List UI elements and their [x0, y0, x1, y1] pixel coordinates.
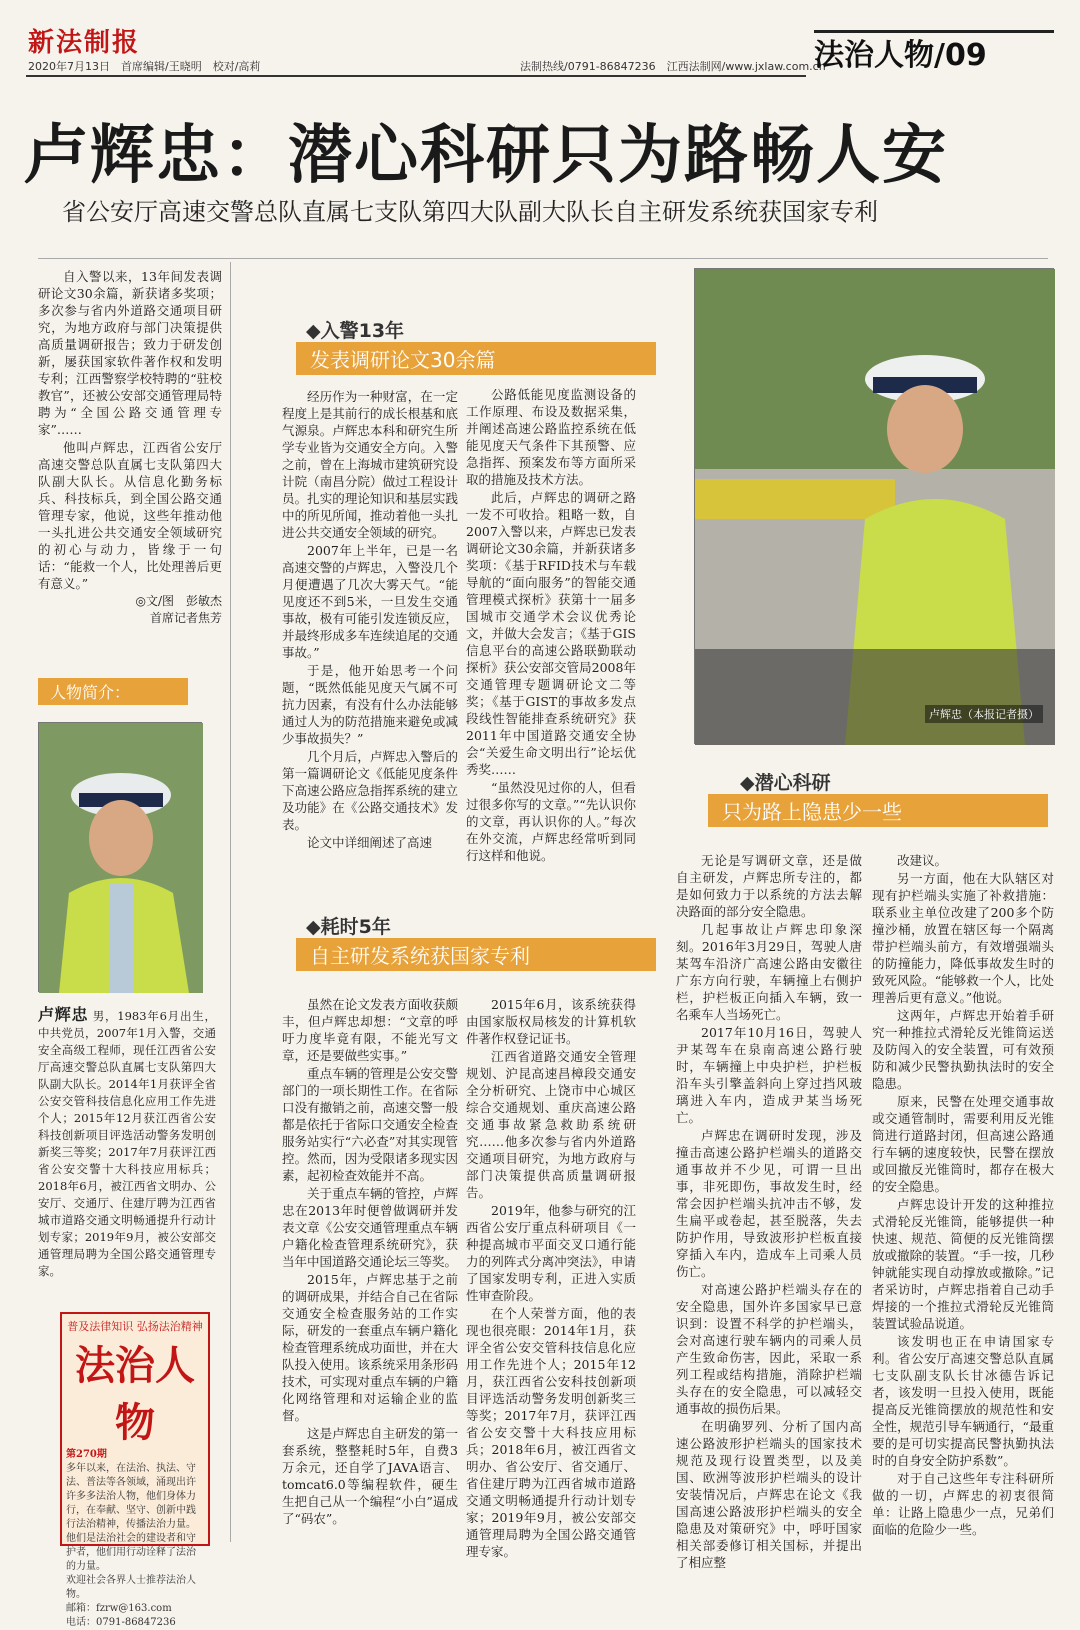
paragraph: 卢辉忠在调研时发现，涉及撞击高速公路护栏端头的道路交通事故并不少见，可谓一旦出事，非死即伤，事故发生时，经常会因护栏端头抗冲击不够，发生扁平或卷起，甚至脱落，失去防护作用，导致波形护栏板直接穿插入车内，造成车上司乘人员伤亡。 — [676, 1128, 862, 1279]
promo-text: 多年以来，在法治、执法、守法、普法等各领域，涌现出许许多多法治人物，他们身体力行，在奉献、坚守、创新中践行法治精神，传播法治力量。他们是法治社会的建设者和守护者，他们用行动诠释了法治的力量。 — [66, 1463, 196, 1572]
promo-title: 法治人物 — [75, 1343, 195, 1446]
bio-name: 卢辉忠 — [38, 1005, 89, 1024]
paragraph: 江西省道路交通安全管理规划、沪昆高速昌樟段交通安全分析研究、上饶市中心城区综合交通规划、重庆高速公路交通事故紧急救助系统研究……他多次参与省内外道路交通项目研究，为地方政府与部门决策提供高质量调研报告。 — [466, 1049, 636, 1200]
paragraph: 2015年6月，该系统获得由国家版权局核发的计算机软件著作权登记证书。 — [466, 997, 636, 1046]
promo-phone: 电话：0791-86847236 — [66, 1617, 176, 1628]
section2-bar: 自主研发系统获国家专利 — [296, 938, 656, 971]
section2-col1 — [282, 996, 458, 1528]
paragraph: 论文中详细阐述了高速 — [307, 835, 433, 850]
paragraph: 公路低能见度监测设备的工作原理、布设及数据采集，并阐述高速公路监控系统在低能见度天气条件下其预警、应急指挥、预案发布等方面所采取的措施及技术方法。 — [466, 387, 636, 487]
paragraph: 虽然在论文发表方面收获颇丰，但卢辉忠却想：“文章的呼吁力度毕竟有限，不能光写文章，还是要做些实事。” — [282, 997, 458, 1063]
section1-col1 — [282, 388, 458, 852]
section-name: 法治人物/09 — [814, 38, 987, 73]
paragraph: 于是，他开始思考一个问题，“既然低能见度天气属不可抗力因素，有没有什么办法能够通过人为的防范措施来避免或减少事故损失？” — [282, 663, 458, 746]
paragraph: 无论是写调研文章，还是做自主研发，卢辉忠所专注的，都是如何致力于以系统的方法去解决路面的部分安全隐患。 — [676, 853, 862, 919]
subhead: 省公安厅高速交警总队直属七支队第四大队副大队长自主研发系统获国家专利 — [62, 198, 878, 226]
page-number: 09 — [944, 38, 987, 73]
paragraph: 这两年，卢辉忠开始着手研究一种推拉式滑轮反光锥筒运送及防闯入的安全装置，可有效预防和减少民警执勤执法时的安全隐患。 — [872, 1008, 1054, 1091]
dateline: 2020年7月13日 首席编辑/王晓明 校对/高莉 — [28, 60, 261, 73]
paragraph: 2007年上半年，已是一名高速交警的卢辉忠，入警没几个月便遭遇了几次大雾天气。“能见度还不到5米，一旦发生交通事故，极有可能引发连锁反应，并最终形成多车连续追尾的交通事故。” — [282, 543, 458, 660]
bio-tab: 人物简介： — [38, 678, 188, 705]
promo-text-invite: 欢迎社会各界人士推荐法治人物。 — [66, 1575, 196, 1600]
intro-block — [38, 268, 222, 627]
headline-divider — [38, 258, 1048, 259]
main-photo-illustration — [695, 269, 1055, 745]
paragraph: 此后，卢辉忠的调研之路一发不可收拾。粗略一数，自2007入警以来，卢辉忠已发表调研论文30余篇，并新获诸多奖项：《基于RFID技术与车载导航的“面向服务”的智能交通管理模式探析》获第十一届多国城市交通学术会议优秀论文，并做大会发言；《基于GIS信息平台的高速公路联勤联动探析》获公安部交管局2008年交通管理专题调研论文二等奖；《基于GIST的事故多发点段线性智能排查系统研究》获2011年中国道路交通安全协会“关爱生命文明出行”论坛优秀奖…… — [466, 490, 636, 777]
promo-slogan: 普及法律知识 弘扬法治精神 — [67, 1320, 203, 1333]
paragraph: 2017年10月16日，驾驶人尹某驾车在泉南高速公路行驶时，车辆撞上中央护栏，护栏板沿车头引擎盖斜向上穿过挡风玻璃进入车内，造成尹某当场死亡。 — [676, 1025, 862, 1125]
section3-col2 — [872, 852, 1054, 1539]
bio-text: 男，1983年6月出生，中共党员，2007年1月入警，交通安全高级工程师，现任江西省公安厅高速交警总队直属七支队第四大队副大队长。2014年1月获评全省公安交管科技信息化应用工作先进个人；2015年12月获江西省公安科技创新项目评选活动警务发明创新奖三等奖；2017年7月获评江西省公安交警十大科技应用标兵；2018年6月，被江西省文明办、公安厅、交通厅、住建厅聘为江西省城市道路交通文明畅通提升行动计划专家；2019年9月，被公安部交通管理局聘为全国公路交通管理专家。 — [38, 1009, 216, 1278]
promo-box — [60, 1312, 210, 1628]
masthead: 新法制报 — [28, 28, 141, 58]
paragraph: 在明确罗列、分析了国内高速公路波形护栏端头的国家技术规范及现行设置类型，以及美国、欧洲等波形护栏端头的设计安装情况后，卢辉忠在论文《我国高速公路波形护栏端头的安全隐患及对策研究》中，呼吁国家相关部委修订相关国标，并提出了相应整 — [676, 1419, 862, 1570]
hotline: 法制热线/0791-86847236 江西法制网/www.jxlaw.com.cn — [520, 60, 826, 73]
headline: 卢辉忠：潜心科研只为路畅人安 — [24, 119, 948, 193]
paragraph: 对高速公路护栏端头存在的安全隐患，国外许多国家早已意识到：设置不科学的护栏端头，会对高速行驶车辆内的司乘人员产生致命伤害，因此，采取一系列工程或结构措施，消除护栏端头存在的安全隐患，可以减轻交通事故的损伤后果。 — [676, 1282, 862, 1416]
section3-bar: 只为路上隐患少一些 — [708, 794, 1048, 827]
byline-reporter: 首席记者焦芳 — [149, 611, 222, 625]
photo-caption: 卢辉忠（本报记者摄） — [925, 705, 1043, 723]
paragraph: 2015年，卢辉忠基于之前的调研成果，并结合自己在省际交通安全检查服务站的工作实际，研发的一套重点车辆户籍化检查管理系统成功面世，并在大队投入使用。该系统采用条形码技术，可实现对重点车辆的户籍化网络管理和对运输企业的监督。 — [282, 1272, 458, 1423]
intro-paragraph: 他叫卢辉忠，江西省公安厅高速交警总队直属七支队第四大队副大队长。从信息化勤务标兵、科技标兵，到全国公路交通管理专家，他说，这些年推动他一头扎进公共交通安全领域研究的初心与动力，皆缘于一句话：“能救一个人，比处理善后更有意义。” — [38, 440, 222, 591]
promo-issue: 第270期 — [66, 1449, 107, 1460]
column-divider — [230, 262, 231, 1542]
section1-col2 — [466, 386, 636, 865]
paragraph: 改建议。 — [897, 853, 948, 868]
paragraph: 经历作为一种财富，在一定程度上是其前行的成长根基和底气源泉。卢辉忠本科和研究生所学专业皆为交通安全方向。入警之前，曾在上海城市建筑研究设计院（南昌分院）做过工程设计员。扎实的理论知识和基层实践中的所见所闻，推动着他一头扎进公共交通安全领域的研究。 — [282, 389, 458, 540]
paragraph: 另一方面，他在大队辖区对现有护栏端头实施了补救措施：联系业主单位改建了200多个防撞沙桶，放置在辖区每一个隔离带护栏端头前方，有效增强端头的防撞能力，降低事故发生时的致死风险。“能够救一个人，比处理善后更有意义。”他说。 — [872, 871, 1054, 1005]
paragraph: 卢辉忠设计开发的这种推拉式滑轮反光锥筒，能够提供一种快速、规范、简便的反光锥筒摆放或撤除的装置。“手一按，几秒钟就能实现自动撑放或撤除。”记者采访时，卢辉忠指着自己动手焊接的一个推拉式滑轮反光锥筒装置试验品说道。 — [872, 1197, 1054, 1331]
paragraph: 2019年，他参与研究的江西省公安厅重点科研项目《一种提高城市平面交叉口通行能力的列阵式分离冲突法》，申请了国家发明专利，正进入实质性审查阶段。 — [466, 1203, 636, 1303]
portrait-illustration — [39, 723, 203, 993]
intro-paragraph: 自入警以来，13年间发表调研论文30余篇，新获诸多奖项；多次参与省内外道路交通项目研究，为地方政府与部门决策提供高质量调研报告；致力于研发创新，屡获国家软件著作权和发明专利；江西警察学校特聘的“驻校教官”，还被公安部交通管理局特聘为“全国公路交通管理专家”…… — [38, 269, 222, 437]
byline-author: ◎文/图 彭敏杰 — [135, 594, 222, 608]
paragraph: “虽然没见过你的人，但看过很多你写的文章。”“先认识你的文章，再认识你的人。”每次在外交流，卢辉忠经常听到同行这样和他说。 — [466, 780, 636, 863]
section1-label: ◆入警13年 — [306, 320, 405, 342]
main-photo — [694, 268, 1054, 744]
paragraph: 几起事故让卢辉忠印象深刻。2016年3月29日，驾驶人唐某驾车沿济广高速公路由安徽往广东方向行驶，车辆撞上右侧护栏，护栏板正向插入车辆，致一名乘车人当场死亡。 — [676, 922, 862, 1022]
bio-block — [38, 1006, 216, 1280]
paragraph: 重点车辆的管理是公安交警部门的一项长期性工作。在省际口没有撤销之前，高速交警一般都是依托于省际口交通安全检查服务站实行“六必查”对其实现管控。然而，因为受限诸多现实因素，起初检查效能并不高。 — [282, 1066, 458, 1183]
section3-col1 — [676, 852, 862, 1572]
section1-bar: 发表调研论文30余篇 — [296, 342, 656, 375]
section3-label: ◆潜心科研 — [740, 772, 831, 794]
promo-email: 邮箱：fzrw@163.com — [66, 1603, 172, 1614]
paragraph: 在个人荣誉方面，他的表现也很亮眼：2014年1月，获评全省公安交管科技信息化应用工作先进个人；2015年12月，获江西省公安科技创新项目评选活动警务发明创新奖三等奖；2017年7月，获评江西省公安交警十大科技应用标兵；2018年6月，被江西省文明办、省公安厅、省交通厅、省住建厅聘为江西省城市道路交通文明畅通提升行动计划专家；2019年9月，被公安部交通管理局聘为全国公路交通管理专家。 — [466, 1306, 636, 1559]
paragraph: 关于重点车辆的管控，卢辉忠在2013年时便曾做调研并发表文章《公安交通管理重点车辆户籍化检查管理系统研究》，获当年中国道路交通论坛三等奖。 — [282, 1186, 458, 1269]
paragraph: 该发明也正在申请国家专利。省公安厅高速交警总队直属七支队副支队长甘冰德告诉记者，该发明一旦投入使用，既能提高反光锥筒摆放的规范性和安全性，规范引导车辆通行，“最重要的是可切实提高民警执勤执法时的自身安全防护系数”。 — [872, 1334, 1054, 1468]
paragraph: 原来，民警在处理交通事故或交通管制时，需要利用反光锥筒进行道路封闭，但高速公路通行车辆的速度较快，民警在摆放或回撤反光锥筒时，都存在极大的安全隐患。 — [872, 1094, 1054, 1194]
paragraph: 几个月后，卢辉忠入警后的第一篇调研论文《低能见度条件下高速公路应急指挥系统的建立及功能》在《公路交通技术》发表。 — [282, 749, 458, 832]
top-divider — [26, 75, 806, 77]
section2-col2 — [466, 996, 636, 1561]
section2-label: ◆耗时5年 — [306, 916, 391, 938]
portrait-photo — [38, 722, 202, 992]
paragraph: 对于自己这些年专注科研所做的一切，卢辉忠的初衷很简单：让路上隐患少一点，兄弟们面临的危险少一些。 — [872, 1471, 1054, 1537]
paragraph: 这是卢辉忠自主研发的第一套系统，整整耗时5年，自费3万余元，还自学了JAVA语言、tomcat6.0等编程软件，硬生生把自己从一个编程“小白”逼成了“码农”。 — [282, 1426, 458, 1526]
